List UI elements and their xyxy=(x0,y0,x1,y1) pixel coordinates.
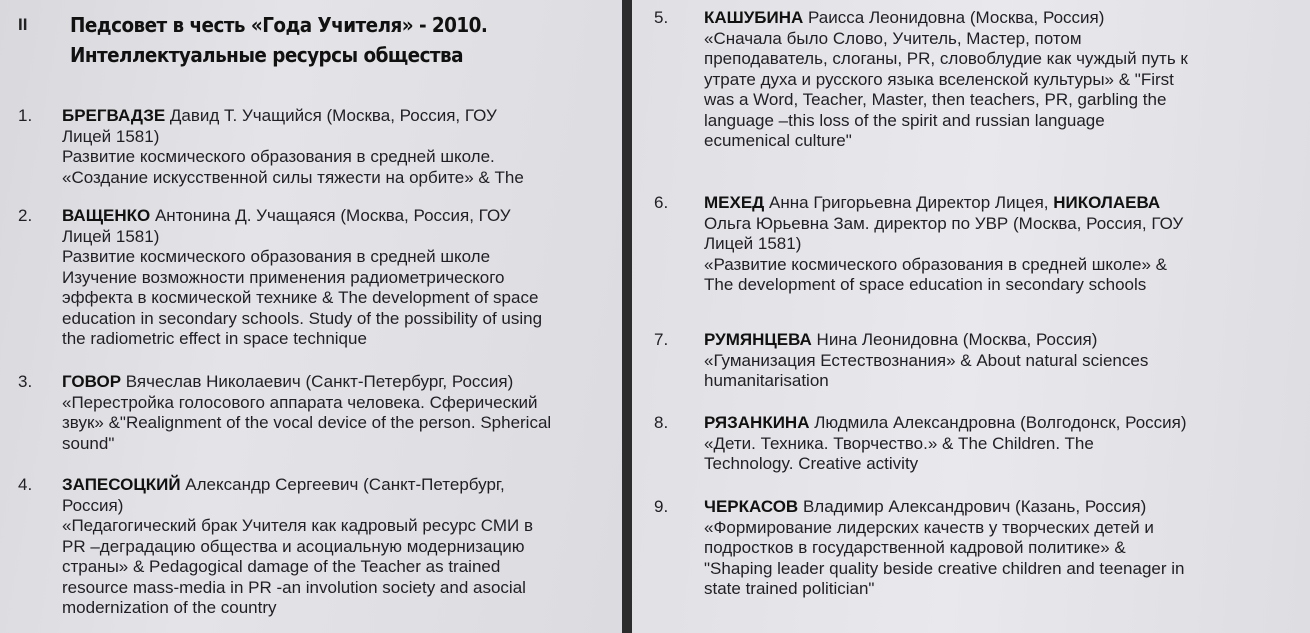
author-name-2: НИКОЛАЕВА xyxy=(1053,193,1161,212)
author-name: БРЕГВАДЗЕ xyxy=(62,106,166,125)
item-text: КАШУБИНА Раисса Леонидовна (Москва, Россия) «Сначала было Слово, Учитель, Мастер, потом преподаватель, слоганы, PR, словоблудие как чуждый путь к утрате духа и русского языка вселенской культуры» & "First was a Word, Teacher, Master, then teachers, PR, garbling the language –this loss of the spirit and russian language ecumenical culture" xyxy=(704,8,1188,150)
author-name: РУМЯНЦЕВА xyxy=(704,330,812,349)
item-number: 6. xyxy=(654,193,669,212)
item-text: РЯЗАНКИНА Людмила Александровна (Волгодонск, Россия) «Дети. Техника. Творчество.» & The Children. The Technology. Creative activity xyxy=(704,413,1187,473)
author-name: ВАЩЕНКО xyxy=(62,206,151,225)
item-number: 1. xyxy=(18,106,33,125)
item-text: ВАЩЕНКО Антонина Д. Учащаяся (Москва, Россия, ГОУ Лицей 1581) Развитие космического образования в средней школе Изучение возможности применения радиометрического эффекта в космической технике & The development of space education in secondary schools. Study of the possibility of using the radiometric effect in space technique xyxy=(62,206,543,348)
author-name: РЯЗАНКИНА xyxy=(704,413,810,432)
author-name: ЧЕРКАСОВ xyxy=(704,497,799,516)
title-line-2: Интеллектуальные ресурсы общества xyxy=(70,43,464,67)
item-number: 9. xyxy=(654,497,669,516)
item-text: РУМЯНЦЕВА Нина Леонидовна (Москва, Россия) «Гуманизация Естествознания» & About natural sciences humanitarisation xyxy=(704,330,1149,390)
item-text: БРЕГВАДЗЕ Давид Т. Учащийся (Москва, Россия, ГОУ Лицей 1581) Развитие космического образования в средней школе. «Создание искусственной силы тяжести на орбите» & The xyxy=(62,106,524,187)
item-number: 8. xyxy=(654,413,669,432)
page-title xyxy=(70,10,512,70)
item-number: 2. xyxy=(18,206,33,225)
item-text: ГОВОР Вячеслав Николаевич (Санкт-Петербург, Россия) «Перестройка голосового аппарата человека. Сферический звук» &"Realignment of the vocal device of the person. Spherical sound" xyxy=(62,372,552,453)
right-page xyxy=(632,0,1310,633)
item-number: 4. xyxy=(18,475,33,494)
author-name: КАШУБИНА xyxy=(704,8,804,27)
item-number: 7. xyxy=(654,330,669,349)
left-page xyxy=(0,0,622,633)
item-number: 3. xyxy=(18,372,33,391)
author-name: ЗАПЕСОЦКИЙ xyxy=(62,475,181,494)
item-text: МЕХЕД Анна Григорьевна Директор Лицея, НИКОЛАЕВА Ольга Юрьевна Зам. директор по УВР (Москва, Россия, ГОУ Лицей 1581) «Развитие космического образования в средней школе» & The development of space education in secondary schools xyxy=(704,193,1184,294)
author-name: МЕХЕД xyxy=(704,193,765,212)
author-name: ГОВОР xyxy=(62,372,122,391)
item-text: ЗАПЕСОЦКИЙ Александр Сергеевич (Санкт-Петербург, Россия) «Педагогический брак Учителя как кадровый ресурс СМИ в PR –деградацию общества и асоциальную модернизацию страны» & Pedagogical damage of the Teacher as trained resource mass-media in PR -an involution society and asocial modernization of the country xyxy=(62,475,533,617)
item-text: ЧЕРКАСОВ Владимир Александрович (Казань, Россия) «Формирование лидерских качеств у творческих детей и подростков в государственной кадровой политике» & "Shaping leader quality beside creative children and teenager in state trained politician" xyxy=(704,497,1185,598)
section-number: II xyxy=(18,15,28,34)
title-line-1: Педсовет в честь «Года Учителя» - 2010. xyxy=(70,13,488,37)
item-number: 5. xyxy=(654,8,669,27)
